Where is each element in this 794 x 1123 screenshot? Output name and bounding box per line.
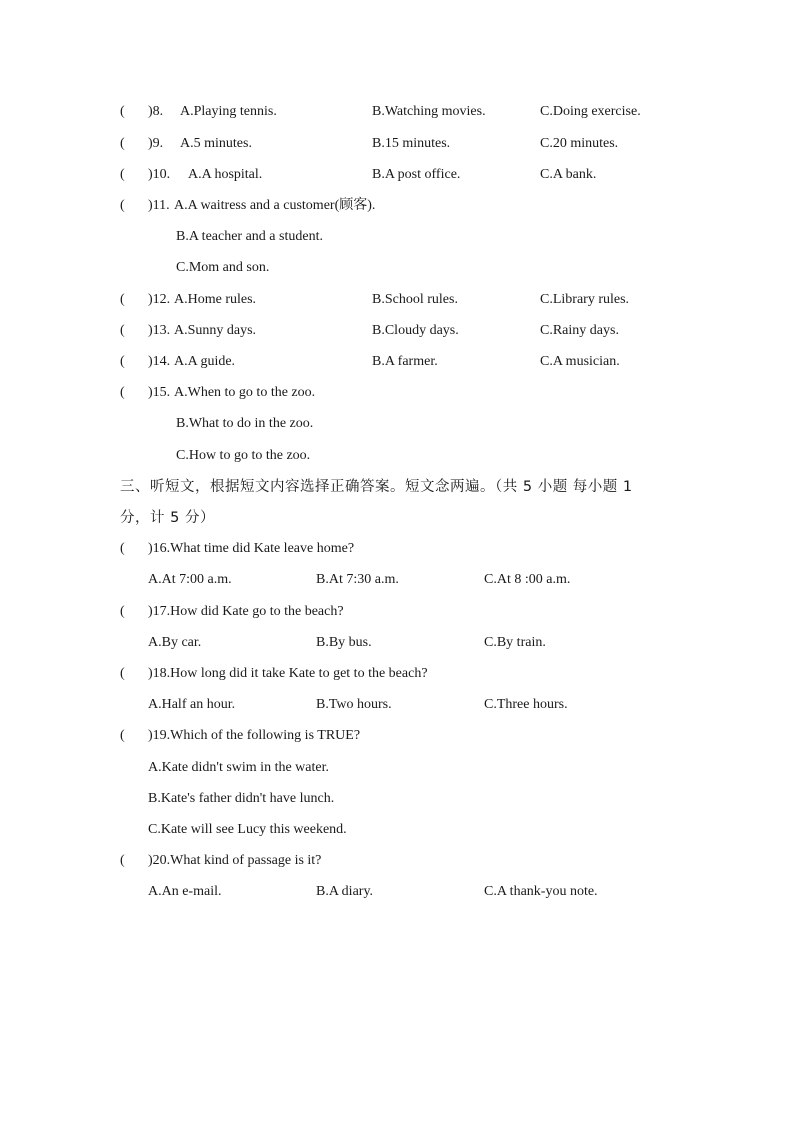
question-number: )9. <box>148 136 164 151</box>
option-c: C.A musician. <box>540 354 620 369</box>
option-c: C.Three hours. <box>484 697 568 712</box>
option-c: C.Mom and son. <box>176 260 270 275</box>
option-b: B.Kate's father didn't have lunch. <box>148 791 335 806</box>
option-c: C.At 8 :00 a.m. <box>484 572 571 587</box>
question-number: )11. <box>148 198 170 213</box>
option-c: C.A thank-you note. <box>484 884 598 899</box>
question-text: )18.How long did it take Kate to get to the beach? <box>148 666 428 681</box>
option-c: C.By train. <box>484 635 546 650</box>
option-b: B.A farmer. <box>372 354 438 369</box>
question-number: )10. <box>148 167 171 182</box>
option-a: A.Kate didn't swim in the water. <box>148 760 329 775</box>
option-c: C.Library rules. <box>540 292 630 307</box>
option-a: A.When to go to the zoo. <box>174 385 316 400</box>
question-text: )20.What kind of passage is it? <box>148 853 322 868</box>
option-a: A.5 minutes. <box>180 136 252 151</box>
question-number: )8. <box>148 104 164 119</box>
answer-paren: ( <box>120 167 125 182</box>
answer-paren: ( <box>120 198 125 213</box>
question-text: )16.What time did Kate leave home? <box>148 541 355 556</box>
option-b: B.What to do in the zoo. <box>176 416 314 431</box>
answer-paren: ( <box>120 136 125 151</box>
option-a: A.An e-mail. <box>148 884 222 899</box>
option-a: A.By car. <box>148 635 202 650</box>
option-a: A.At 7:00 a.m. <box>148 572 232 587</box>
question-text: )17.How did Kate go to the beach? <box>148 604 344 619</box>
option-b: B.Watching movies. <box>372 104 486 119</box>
option-a: A.Sunny days. <box>174 323 257 338</box>
option-b: B.At 7:30 a.m. <box>316 572 399 587</box>
answer-paren: ( <box>120 104 125 119</box>
option-a: A.A waitress and a customer(顾客). <box>174 198 376 213</box>
option-b: B.A post office. <box>372 167 461 182</box>
question-number: )14. <box>148 354 171 369</box>
answer-paren: ( <box>120 385 125 400</box>
option-a: A.Playing tennis. <box>180 104 277 119</box>
answer-paren: ( <box>120 728 125 743</box>
option-c: C.How to go to the zoo. <box>176 448 311 463</box>
section-title-cont: 分，计 5 分） <box>120 510 215 526</box>
question-number: )12. <box>148 292 171 307</box>
answer-paren: ( <box>120 666 125 681</box>
question-number: )13. <box>148 323 171 338</box>
answer-paren: ( <box>120 292 125 307</box>
option-a: A.Half an hour. <box>148 697 236 712</box>
option-c: C.Kate will see Lucy this weekend. <box>148 822 347 837</box>
question-number: )15. <box>148 385 171 400</box>
answer-paren: ( <box>120 354 125 369</box>
option-a: A.A hospital. <box>188 167 263 182</box>
question-text: )19.Which of the following is TRUE? <box>148 728 361 743</box>
option-c: C.Rainy days. <box>540 323 619 338</box>
option-a: A.Home rules. <box>174 292 257 307</box>
option-b: B.By bus. <box>316 635 372 650</box>
option-c: C.A bank. <box>540 167 597 182</box>
option-c: C.Doing exercise. <box>540 104 641 119</box>
option-b: B.15 minutes. <box>372 136 451 151</box>
answer-paren: ( <box>120 604 125 619</box>
option-c: C.20 minutes. <box>540 136 619 151</box>
section-title: 三、听短文，根据短文内容选择正确答案。短文念两遍。（共 5 小题 每小题 1 <box>120 479 633 495</box>
answer-paren: ( <box>120 541 125 556</box>
option-b: B.A teacher and a student. <box>176 229 323 244</box>
option-b: B.Two hours. <box>316 697 392 712</box>
option-b: B.School rules. <box>372 292 458 307</box>
option-a: A.A guide. <box>174 354 236 369</box>
answer-paren: ( <box>120 853 125 868</box>
option-b: B.Cloudy days. <box>372 323 459 338</box>
option-b: B.A diary. <box>316 884 374 899</box>
answer-paren: ( <box>120 323 125 338</box>
